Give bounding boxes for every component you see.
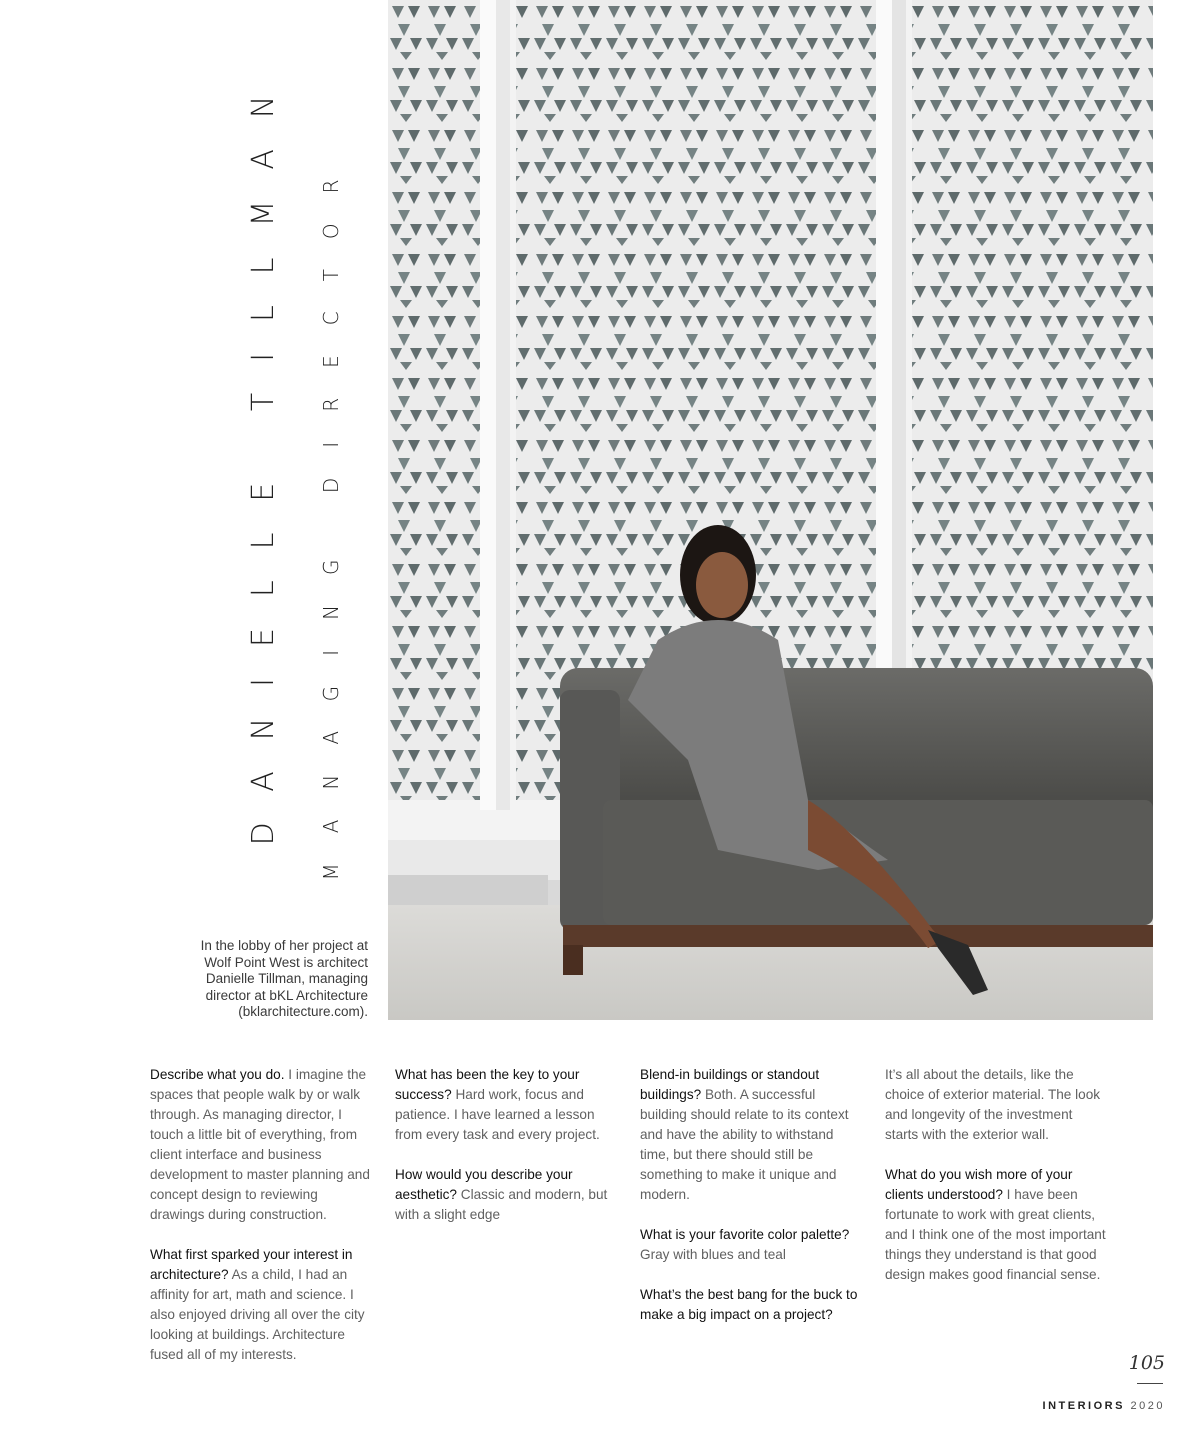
subject-role: MANAGING DIRECTOR bbox=[319, 149, 343, 881]
interview-column-2 bbox=[395, 1065, 617, 1245]
interview-item bbox=[395, 1065, 617, 1145]
interview-item bbox=[395, 1165, 617, 1225]
answer: As a child, I had an affinity for art, math and science. I also enjoyed driving all over the city looking at buildings. Architecture fused all of my interests. bbox=[150, 1267, 365, 1362]
question: What is your favorite color palette? bbox=[640, 1227, 850, 1242]
page-number: 105 bbox=[1128, 1352, 1165, 1374]
page-number-rule bbox=[1137, 1383, 1163, 1384]
interview-item bbox=[885, 1065, 1107, 1145]
portrait-photo bbox=[388, 0, 1153, 1020]
interview-item bbox=[640, 1225, 862, 1265]
interview-column-3 bbox=[640, 1065, 862, 1345]
interview-item bbox=[640, 1285, 862, 1325]
answer: Classic and modern, but with a slight edge bbox=[395, 1187, 608, 1222]
interview-column-1 bbox=[150, 1065, 372, 1385]
magazine-name: INTERIORS bbox=[1042, 1400, 1125, 1412]
answer: It’s all about the details, like the choice of exterior material. The look and longevity of the investment starts with the exterior wall. bbox=[885, 1067, 1101, 1142]
interview-item bbox=[885, 1165, 1107, 1285]
photo-caption: In the lobby of her project at Wolf Point West is architect Danielle Tillman, managing director at bKL Architecture (bklarchitecture.com). bbox=[200, 938, 368, 1019]
answer: Gray with blues and teal bbox=[640, 1247, 786, 1262]
question: Blend-in buildings or standout buildings? bbox=[640, 1067, 820, 1102]
issue-year: 2020 bbox=[1130, 1400, 1165, 1412]
running-footer bbox=[1043, 1400, 1165, 1412]
interview-item bbox=[150, 1245, 372, 1365]
question: What’s the best bang for the buck to make a big impact on a project? bbox=[640, 1287, 858, 1322]
answer: I imagine the spaces that people walk by or walk through. As managing director, I touch a little bit of everything, from client interface and business development to master planning and concept design to reviewing drawings during construction. bbox=[150, 1067, 370, 1222]
question: How would you describe your aesthetic? bbox=[395, 1167, 573, 1202]
interview-item bbox=[150, 1065, 372, 1225]
question: What do you wish more of your clients understood? bbox=[885, 1167, 1073, 1202]
answer: Hard work, focus and patience. I have learned a lesson from every task and every project. bbox=[395, 1087, 600, 1142]
answer: I have been fortunate to work with great clients, and I think one of the most important things they understand is that good design makes good financial sense. bbox=[885, 1187, 1106, 1282]
question: What first sparked your interest in architecture? bbox=[150, 1247, 353, 1282]
answer: Both. A successful building should relate to its context and have the ability to withstand time, but there should still be something to make it unique and modern. bbox=[640, 1087, 849, 1202]
question: What has been the key to your success? bbox=[395, 1067, 580, 1102]
interview-item bbox=[640, 1065, 862, 1205]
subject-name: DANIELLE TILLMAN bbox=[246, 64, 281, 846]
question: Describe what you do. bbox=[150, 1067, 285, 1082]
interview-column-4 bbox=[885, 1065, 1107, 1305]
